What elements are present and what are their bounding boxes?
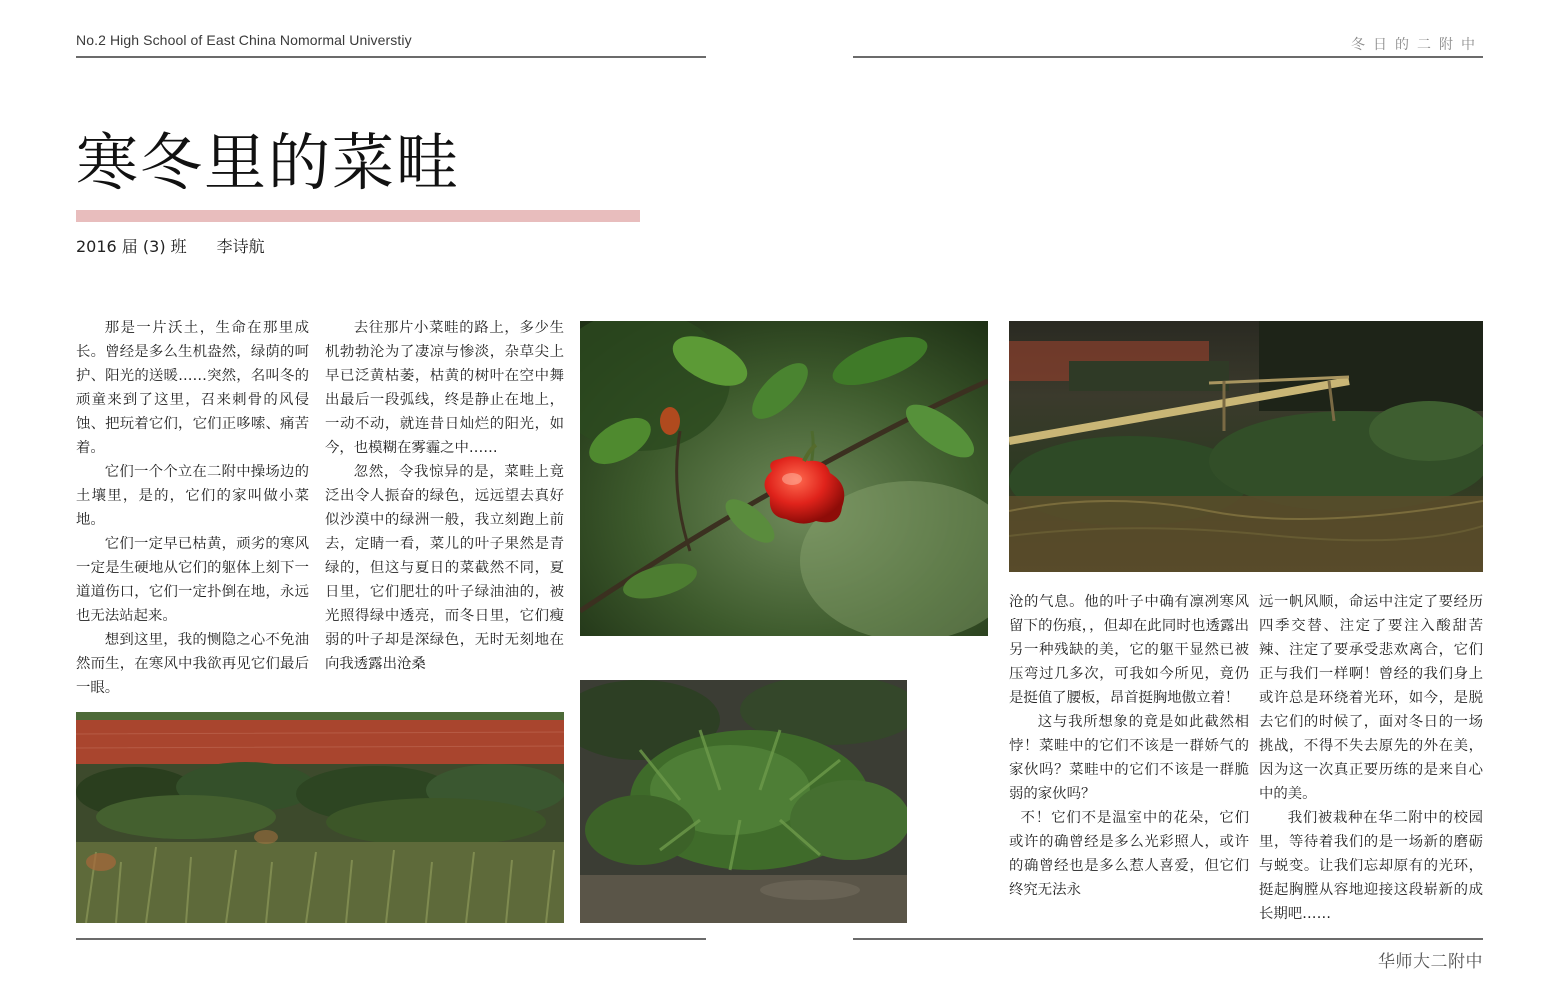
paragraph: 它们一定早已枯黄，顽劣的寒风一定是生硬地从它们的躯体上刻下一道道伤口，它们一定扑倒在地，永远也无法站起来。 <box>76 536 309 624</box>
paragraph: 去往那片小菜畦的路上，多少生机勃勃沦为了凄凉与惨淡，杂草尖上早已泛黄枯萎，枯黄的树叶在空中舞出最后一段弧线，终是静止在地上，一动不动，就连昔日灿烂的阳光，如今，也模糊在雾霾之中…… <box>325 320 564 456</box>
paragraph: 想到这里，我的恻隐之心不免油然而生，在寒风中我欲再见它们最后一眼。 <box>76 632 309 696</box>
paragraph: 它们一个个立在二附中操场边的土壤里，是的，它们的家叫做小菜地。 <box>76 464 309 528</box>
footer-rule-right <box>853 938 1483 940</box>
header-school-name: No.2 High School of East China Nomormal Universtiy <box>76 32 412 48</box>
paragraph: 这与我所想象的竟是如此截然相悖！菜畦中的它们不该是一群娇气的家伙吗？菜畦中的它们不该是一群脆弱的家伙吗？ <box>1009 714 1249 802</box>
byline-author: 李诗航 <box>216 237 265 256</box>
field-fence-image <box>1009 321 1483 572</box>
paragraph: 沧的气息。他的叶子中确有凛冽寒风留下的伤痕，，但却在此同时也透露出另一种残缺的美，它的躯干显然已被压弯过几多次，可我如今所见，竟仍是挺值了腰板，昂首挺胸地傲立着！ <box>1009 594 1249 706</box>
paragraph: 那是一片沃土，生命在那里成长。曾经是多么生机盎然，绿荫的呵护、阳光的送暖……突然，名叫冬的顽童来到了这里，召来刺骨的风侵蚀、把玩着它们，它们正哆嗦、痛苦着。 <box>76 320 309 456</box>
header-rule-right <box>853 56 1483 58</box>
paragraph: 远一帆风顺，命运中注定了要经历四季交替、注定了要注入酸甜苦辣、注定了要承受悲欢离合，它们正与我们一样啊！曾经的我们身上或许总是环绕着光环，如今，是脱去它们的时候了，面对冬日的一场挑战，不得不失去原先的外在美，因为这一次真正要历练的是来自心中的美。 <box>1259 594 1483 802</box>
article-column-4 <box>1259 590 1483 926</box>
photo-red-pepper <box>580 321 988 636</box>
photo-track-field <box>76 712 564 923</box>
title-accent-bar <box>76 210 640 222</box>
paragraph: 不！它们不是温室中的花朵，它们或许的确曾经是多么光彩照人，或许的确曾经也是多么惹人喜爱，但它们终究无法永 <box>1009 810 1249 898</box>
byline <box>76 234 265 257</box>
photo-greens-soil <box>580 680 907 923</box>
header-section-title: 冬日的二附中 <box>1351 37 1483 53</box>
article-column-2 <box>325 316 564 676</box>
article-title: 寒冬里的菜畦 <box>76 126 461 199</box>
byline-class: 2016 届 (3) 班 <box>76 237 187 256</box>
footer-school-name: 华师大二附中 <box>1378 952 1483 972</box>
footer-rule-left <box>76 938 706 940</box>
track-field-image <box>76 712 564 923</box>
paragraph: 忽然，令我惊异的是，菜畦上竟泛出令人振奋的绿色，远远望去真好似沙漠中的绿洲一般，我立刻跑上前去，定睛一看，菜儿的叶子果然是青绿的，但这与夏日的菜截然不同，夏日里，它们肥壮的叶子绿油油的，被光照得绿中透亮，而冬日里，它们瘦弱的叶子却是深绿色，无时无刻地在向我透露出沧桑 <box>325 464 564 672</box>
red-pepper-image <box>580 321 988 636</box>
article-column-1 <box>76 316 309 700</box>
article-column-3 <box>1009 590 1249 902</box>
header-rule-left <box>76 56 706 58</box>
paragraph: 我们被栽种在华二附中的校园里，等待着我们的是一场新的磨砺与蜕变。让我们忘却原有的光环，挺起胸膛从容地迎接这段崭新的成长期吧…… <box>1259 810 1483 922</box>
photo-field-fence <box>1009 321 1483 572</box>
greens-soil-image <box>580 680 907 923</box>
